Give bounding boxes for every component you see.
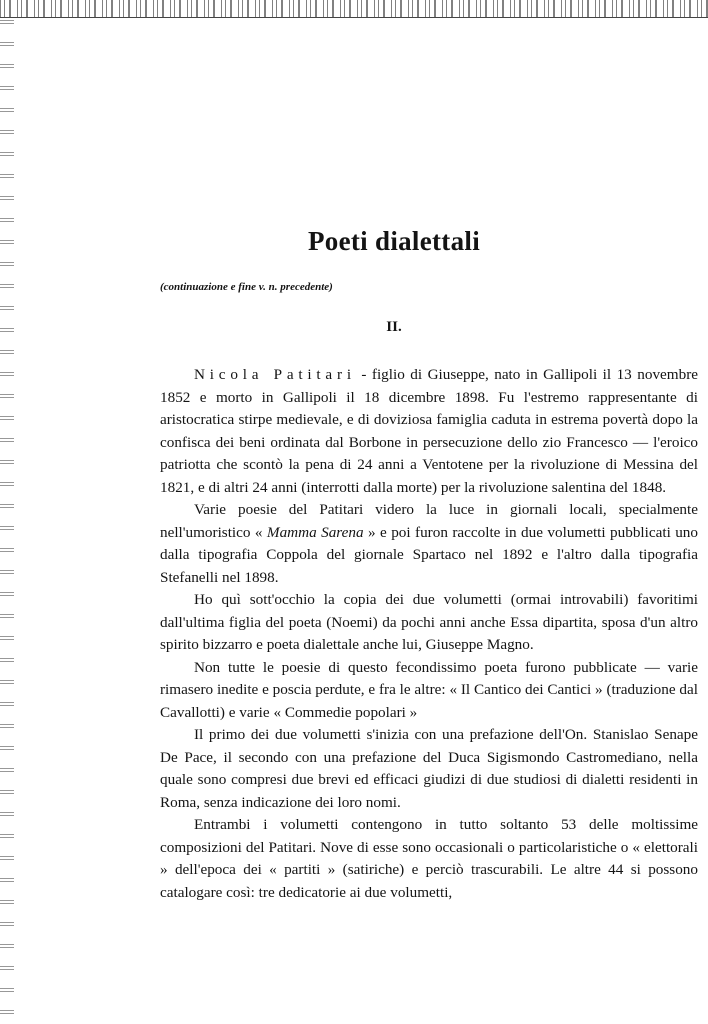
paragraph-text: - figlio di Giuseppe, nato in Gallipoli il 13 novembre 1852 e morto in Gallipoli il 18 dicembre 1898. Fu l'estremo rappresentante di aristocratica stirpe medievale, e di doviziosa famiglia caduta in estrema povertà dopo la confisca dei beni ordinata dal Borbone in persecuzione dello zio Francesco — l'eroico patriotta che scontò la pena di 24 anni a Ventotene per la rivoluzione di Messina del 1821, e di altri 24 anni (interrotti dalla morte) per la rivoluzione salentina del 1848. (160, 366, 698, 496)
scan-left-border (0, 20, 14, 1024)
paragraph-text: Varie poesie del Patitari videro la luce in giornali locali, specialmente nell'umoristico « (160, 501, 698, 541)
paragraph: Entrambi i volumetti contengono in tutto soltanto 53 delle moltissime composizioni del Patitari. Nove di esse sono occasionali o particolaristiche o « elettorali » dell'epoca dei « partiti » (satiriche) e perciò trascurabili. Le altre 44 si possono catalogare così: tre dedicatorie ai due volumetti, (160, 816, 698, 901)
paragraph: Ho quì sott'occhio la copia dei due volumetti (ormai introvabili) favoritimi dall'ultima figlia del poeta (Noemi) da pochi anni anche Essa dipartita, sposa d'un altro spirito bizzarro e poeta dialettale anche lui, Giuseppe Magno. (160, 591, 698, 653)
paragraph (160, 364, 698, 499)
paragraph (160, 499, 698, 589)
paragraph: Non tutte le poesie di questo fecondissimo poeta furono pubblicate — varie rimasero inedite e poscia perdute, e fra le altre: « Il Cantico dei Cantici » (traduzione dal Cavallotti) e varie « Commedie popolari » (160, 658, 698, 721)
poet-name: Nicola Patitari (194, 366, 356, 383)
page-title: Poeti dialettali (307, 226, 480, 256)
continuation-note: (continuazione e fine v. n. precedente) (160, 281, 333, 293)
article-body (160, 364, 698, 904)
newspaper-title: Mamma Sarena (266, 523, 364, 541)
paragraph-text: » e poi furon raccolte in due volumetti pubblicati uno dalla tipografia Coppola del giornale Spartaco nel 1892 e l'altro dalla tipografia Stefanelli nel 1898. (160, 523, 698, 586)
paragraph: Il primo dei due volumetti s'inizia con una prefazione dell'On. Stanislao Senape De Pace, il secondo con una prefazione del Duca Sigismondo Castromediano, nella quale sono compresi due brevi ed efficaci giudizi di due studiosi di dialetti residenti in Roma, senza indicazione dei loro nomi. (160, 726, 698, 811)
scan-top-rule (0, 17, 708, 18)
scan-top-border (0, 0, 708, 18)
section-number: II. (386, 319, 402, 335)
